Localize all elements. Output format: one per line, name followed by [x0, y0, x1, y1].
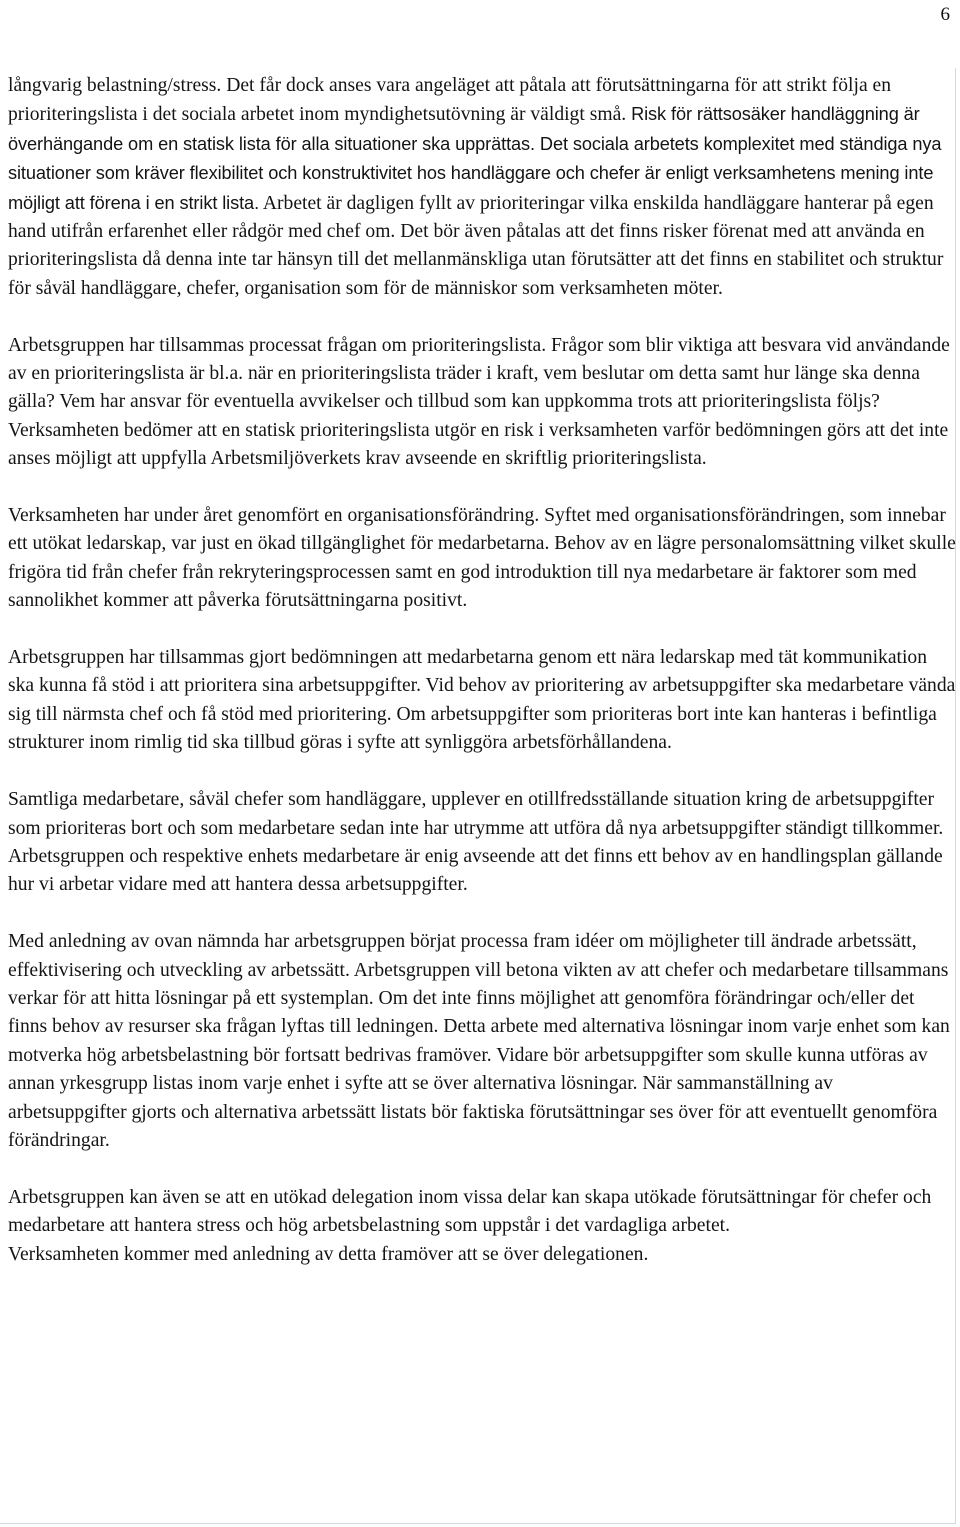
- paragraph-3: Verksamheten har under året genomfört en organisationsförändring. Syftet med organisationsförändringen, som innebar ett utökat ledarskap, var just en ökad tillgänglighet för medarbetarna. Behov av en lägre personalomsättning vilket skulle frigöra tid från chefer från rekryteringsprocessen samt en god introduktion till nya medarbetare är faktorer som med sannolikhet kommer att påverka förutsättningarna positivt.: [8, 505, 956, 612]
- paragraph-4: Arbetsgruppen har tillsammas gjort bedömningen att medarbetarna genom ett nära ledarskap med tät kommunikation ska kunna få stöd i att prioritera sina arbetsuppgifter. Vid behov av prioritering av arbetsuppgifter ska medarbetare vända sig till närmsta chef och få stöd med prioritering. Om arbetsuppgifter som prioriteras bort inte kan hanteras i befintliga strukturer inom rimlig tid ska tillbud göras i syfte att synliggöra arbetsförhållandena.: [8, 647, 956, 754]
- paragraph-6: Med anledning av ovan nämnda har arbetsgruppen börjat processa fram idéer om möjligheter till ändrade arbetssätt, effektivisering och utveckling av arbetssätt. Arbetsgruppen vill betona vikten av att chefer och medarbetare tillsammans verkar för att hitta lösningar på ett systemplan. Om det inte finns möjlighet att genomföra förändringar och/eller det finns behov av resurser ska frågan lyftas till ledningen. Detta arbete med alternativa lösningar inom varje enhet som kan motverka hög arbetsbelastning bör fortsatt bedrivas framöver. Vidare bör arbetsuppgifter som skulle kunna utföras av annan yrkesgrupp listas inom varje enhet i syfte att se över alternativa lösningar. När sammanställning av arbetsuppgifter gjorts och alternativa arbetssätt listats bör faktiska förutsättningar ses över för att eventuellt genomföra förändringar.: [8, 931, 950, 1151]
- document-body: [8, 72, 956, 1269]
- paragraph-1-segment-1: långvarig belastning/stress. Det får dock anses vara angeläget att påtala att förutsättningarna för att strikt följa en prioriteringslista i det sociala arbetet inom myndighetsutövning är väldigt små.: [8, 75, 892, 126]
- paragraph-8: Verksamheten kommer med anledning av detta framöver att se över delegationen.: [8, 1243, 649, 1265]
- page-number: 6: [940, 4, 950, 25]
- paragraph-1-segment-3: Det sociala arbetets komplexitet med ständiga nya situationer som kräver flexibilitet och konstruktivitet hos handläggare och chefer är enligt verksamhetens mening inte möjligt att förena i en strikt lista.: [8, 133, 942, 213]
- paragraph-1: [8, 72, 956, 303]
- paragraph-1-segment-2: Risk för rättsosäker handläggning är överhängande om en statisk lista för alla situationer ska upprättas.: [8, 104, 920, 154]
- paragraph-1-segment-5: Det bör även påtalas att det finns risker förenat med att använda en prioriteringslista då denna inte tar hänsyn till det mellanmänskliga utan förutsätter att det finns en stabilitet och struktur för såväl handläggare, chefer, organisation som för de människor som verksamheten möter.: [8, 221, 944, 299]
- paragraph-2: Arbetsgruppen har tillsammas processat frågan om prioriteringslista. Frågor som blir viktiga att besvara vid användande av en prioriteringslista är bl.a. när en prioriteringslista träder i kraft, vem beslutar om detta samt hur länge ska denna gälla? Vem har ansvar för eventuella avvikelser och tillbud som kan uppkomma trots att prioriteringslista följs? Verksamheten bedömer att en statisk prioriteringslista utgör en risk i verksamheten varför bedömningen görs att det inte anses möjligt att uppfylla Arbetsmiljöverkets krav avseende en skriftlig prioriteringslista.: [8, 334, 950, 470]
- paragraph-1-segment-4: Arbetet är dagligen fyllt av prioriteringar vilka enskilda handläggare hanterar på egen hand utifrån erfarenhet eller rådgör med chef om.: [8, 192, 934, 243]
- paragraph-5: Samtliga medarbetare, såväl chefer som handläggare, upplever en otillfredsställande situation kring de arbetsuppgifter som prioriteras bort och som medarbetare sedan inte har utrymme att utföra då nya arbetsuppgifter ständigt tillkommer. Arbetsgruppen och respektive enhets medarbetare är enig avseende att det finns ett behov av en handlingsplan gällande hur vi arbetar vidare med att hantera dessa arbetsuppgifter.: [8, 789, 944, 896]
- paragraph-7: Arbetsgruppen kan även se att en utökad delegation inom vissa delar kan skapa utökade förutsättningar för chefer och medarbetare att hantera stress och hög arbetsbelastning som uppstår i det vardagliga arbetet.: [8, 1186, 932, 1237]
